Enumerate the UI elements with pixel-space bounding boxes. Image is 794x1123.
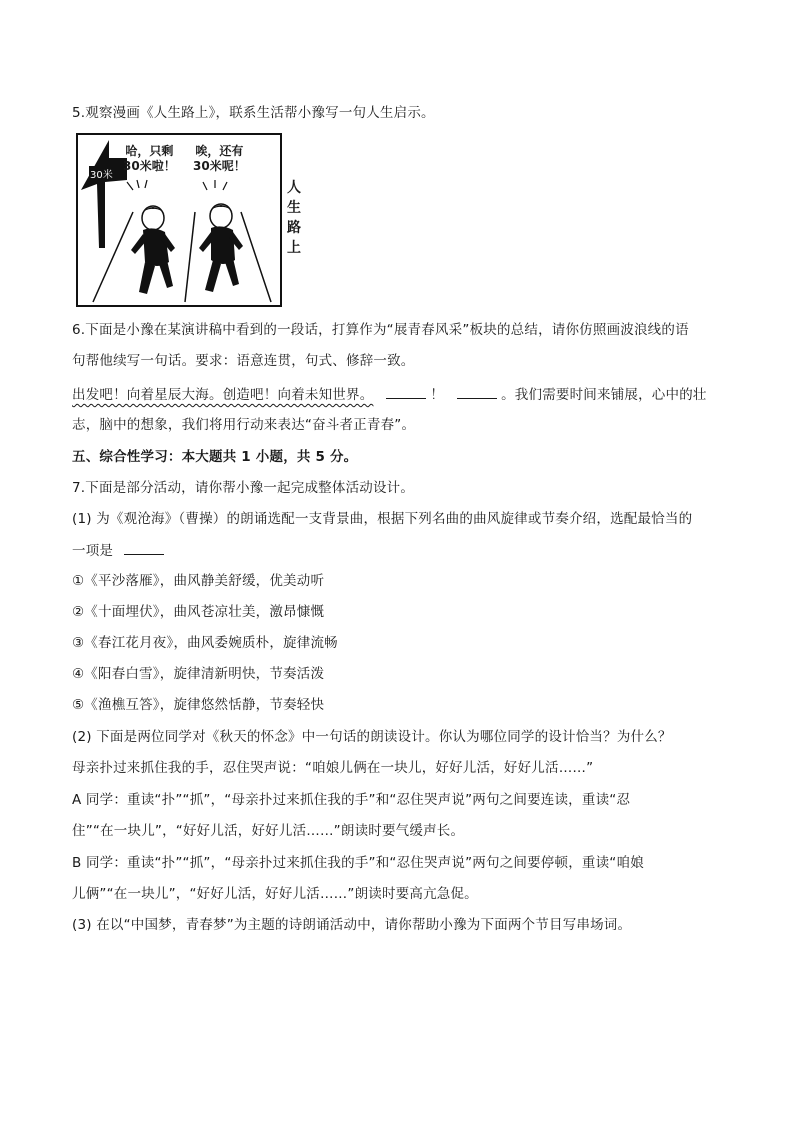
question-6-line3-tail: 。我们需要时间来铺展，心中的壮 [501,387,707,403]
speech-bubble-left-line1: 哈，只剩 [125,144,174,158]
speech-bubble-right-line1: 唉，还有 [195,144,244,158]
speech-bubble-left-line2: 30米啦！ [123,159,176,173]
question-6-line3 [72,384,707,405]
question-7-part1-line2 [72,540,164,561]
cartoon-life-road [75,130,307,310]
cartoon-title-char: 生 [287,200,301,216]
question-7-part1-stem: 一项是 [72,543,114,559]
student-a-line1: A 同学：重读“扑”“抓”，“母亲扑过来抓住我的手”和“忍住哭声说”两句之间要连读，重读“忍 [72,792,631,808]
answer-blank-3[interactable] [124,540,164,555]
question-6-line4: 志，脑中的想象，我们将用行动来表达“奋斗者正青春”。 [72,417,416,433]
question-7-part1-line1: (1) 为《观沧海》（曹操）的朗诵选配一支背景曲，根据下列名曲的曲风旋律或节奏介绍，选配最恰当的 [72,511,693,527]
exclamation-mark: ！ [430,387,445,403]
cartoon-title-vertical [285,178,303,258]
question-7-part2-line1: (2) 下面是两位同学对《秋天的怀念》中一句话的朗读设计。你认为哪位同学的设计恰当？为什么？ [72,729,672,745]
question-6-line1: 6.下面是小豫在某演讲稿中看到的一段话，打算作为“展青春风采”板块的总结，请你仿照画波浪线的语 [72,322,689,338]
option-4: ④《阳春白雪》，旋律清新明快，节奏活泼 [72,666,325,682]
option-5: ⑤《渔樵互答》，旋律悠然恬静，节奏轻快 [72,697,325,713]
cartoon-title-char: 人 [287,180,301,196]
speech-bubble-right [193,144,246,174]
student-b-line1: B 同学：重读“扑”“抓”，“母亲扑过来抓住我的手”和“忍住哭声说”两句之间要停顿，重读“咱娘 [72,855,644,871]
question-5: 5.观察漫画《人生路上》，联系生活帮小豫写一句人生启示。 [72,105,435,121]
section-5-heading: 五、综合性学习：本大题共 1 小题，共 5 分。 [72,449,358,465]
option-3: ③《春江花月夜》，曲风委婉质朴，旋律流畅 [72,635,338,651]
cartoon-title-char: 上 [287,240,301,256]
question-7-intro: 7.下面是部分活动，请你帮小豫一起完成整体活动设计。 [72,480,415,496]
wavy-underlined-sentence: 出发吧！向着星辰大海。创造吧！向着未知世界。 [72,387,374,403]
question-7-part2-quote: 母亲扑过来抓住我的手，忍住哭声说：“咱娘儿俩在一块儿，好好儿活，好好儿活……” [72,760,594,776]
cartoon-illustration [75,130,307,310]
cartoon-title-char: 路 [287,220,301,236]
student-a-line2: 住”“在一块儿”，“好好儿活，好好儿活……”朗读时要气缓声长。 [72,823,465,839]
option-2: ②《十面埋伏》，曲风苍凉壮美，激昂慷慨 [72,604,325,620]
speech-bubble-left [123,144,176,174]
option-1: ①《平沙落雁》，曲风静美舒缓，优美动听 [72,573,325,589]
answer-blank-2[interactable] [457,384,497,399]
answer-blank-1[interactable] [386,384,426,399]
student-b-line2: 儿俩”“在一块儿”，“好好儿活，好好儿活……”朗读时要高亢急促。 [72,886,478,902]
speech-bubble-right-line2: 30米呢！ [193,159,246,173]
question-7-part3-line1: (3) 在以“中国梦，青春梦”为主题的诗朗诵活动中，请你帮助小豫为下面两个节目写串场词。 [72,917,632,933]
distance-sign-label: 30米 [89,166,114,181]
question-6-line2: 句帮他续写一句话。要求：语意连贯，句式、修辞一致。 [72,353,415,369]
